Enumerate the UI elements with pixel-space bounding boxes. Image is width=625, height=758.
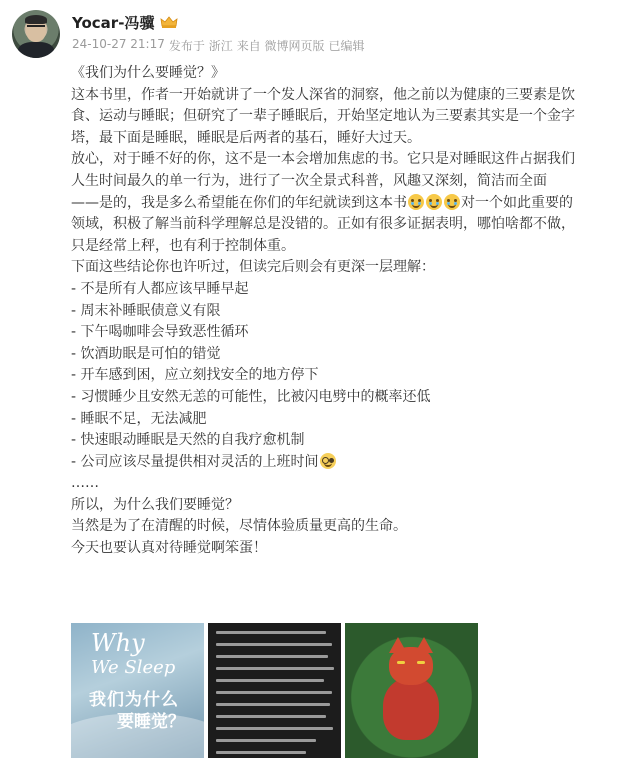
cat-body — [383, 678, 439, 740]
page-text-line — [216, 631, 326, 634]
text-line: 塔，最下面是睡眠，睡眠是后两者的基石，睡好大过天。 — [71, 129, 421, 146]
text-line-with-emoji — [71, 193, 616, 215]
cover-title-en-1: Why — [91, 629, 145, 657]
page-text-line — [216, 655, 328, 658]
avatar-glasses — [27, 25, 45, 29]
page-text-line — [216, 727, 333, 730]
list-item: - 习惯睡少且安然无恙的可能性，比被闪电劈中的概率还低 — [71, 388, 431, 405]
text-line: 所以，为什么我们要睡觉？ — [71, 496, 239, 513]
list-item: - 不是所有人都应该早睡早起 — [71, 280, 249, 297]
book-cover-image[interactable] — [71, 623, 204, 758]
list-item: - 开车感到困，应立刻找安全的地方停下 — [71, 367, 319, 384]
book-title-line: 《我们为什么要睡觉？》 — [71, 65, 225, 81]
page-text-line — [216, 715, 326, 718]
avatar[interactable] — [12, 10, 60, 58]
username-link[interactable]: Yocar-冯骥 — [72, 13, 155, 32]
page-text-line — [216, 751, 306, 754]
text-segment: 对一个如此重要的 — [461, 194, 573, 211]
text-line: 人生时间最久的单一行为，进行了一次全景式科普，风趣又深刻，简洁而全面 — [71, 172, 547, 189]
list-item: - 周末补睡眠债意义有限 — [71, 302, 221, 319]
post-content — [71, 63, 616, 560]
list-item: - 饮酒助眠是可怕的错觉 — [71, 345, 221, 362]
post-source: 来自 微博网页版 — [236, 39, 325, 53]
avatar-body — [18, 42, 54, 58]
text-line: 当然是为了在清醒的时候，尽情体验质量更高的生命。 — [71, 518, 407, 535]
crying-emoji-icon — [408, 194, 424, 210]
post-header — [12, 10, 612, 60]
post-meta — [72, 37, 365, 55]
avatar-hair — [25, 15, 47, 24]
text-segment: ——是的，我是多么希望能在你们的年纪就读到这本书 — [71, 194, 407, 211]
text-line: 下面这些结论你也许听过，但读完后则会有更深一层理解： — [71, 259, 435, 276]
list-item: - 睡眠不足，无法减肥 — [71, 410, 207, 427]
edited-label[interactable]: 已编辑 — [328, 39, 365, 53]
page-text-line — [216, 643, 332, 646]
list-item-with-emoji — [71, 452, 616, 474]
glasses-emoji-icon — [320, 453, 336, 469]
crown-badge-icon[interactable] — [160, 15, 178, 29]
list-item: - 快速眼动睡眠是天然的自我疗愈机制 — [71, 432, 305, 449]
text-line: 这本书里，作者一开始就讲了一个发人深省的洞察，他之前以为健康的三要素是饮 — [71, 86, 575, 103]
cover-title-cn-1: 我们为什么 — [89, 690, 179, 710]
cat-eye-left — [397, 661, 405, 664]
cover-title-en-2: We Sleep — [91, 657, 176, 678]
text-line: 食、运动与睡眠；但研究了一辈子睡眠后，开始坚定地认为三要素其实是一个金字 — [71, 108, 575, 125]
post-time[interactable]: 24-10-27 21:17 — [72, 37, 165, 51]
page-text-line — [216, 667, 334, 670]
page-text-line — [216, 703, 330, 706]
post-images — [71, 623, 478, 758]
crying-emoji-icon — [444, 194, 460, 210]
crying-emoji-icon — [426, 194, 442, 210]
ellipsis-line: …… — [71, 475, 99, 492]
book-page-image[interactable] — [208, 623, 341, 758]
text-line: 放心，对于睡不好的你，这不是一本会增加焦虑的书。它只是对睡眠这件占据我们 — [71, 151, 575, 168]
text-segment: - 公司应该尽量提供相对灵活的上班时间 — [71, 453, 319, 470]
page-text-line — [216, 679, 324, 682]
cat-head — [389, 647, 433, 685]
text-line: 领域，积极了解当前科学理解总是没错的。正如有很多证据表明，哪怕啥都不做， — [71, 216, 575, 233]
text-line: 只是经常上秤，也有利于控制体重。 — [71, 237, 295, 254]
page-text-line — [216, 739, 316, 742]
username-row — [72, 12, 178, 32]
cat-painting-image[interactable] — [345, 623, 478, 758]
list-item: - 下午喝咖啡会导致恶性循环 — [71, 324, 249, 341]
cat-eye-right — [417, 661, 425, 664]
page-text-line — [216, 691, 332, 694]
cover-title-cn-2: 要睡觉？ — [117, 712, 185, 732]
post-location: 发布于 浙江 — [168, 39, 233, 53]
text-line: 今天也要认真对待睡觉啊笨蛋！ — [71, 540, 267, 557]
